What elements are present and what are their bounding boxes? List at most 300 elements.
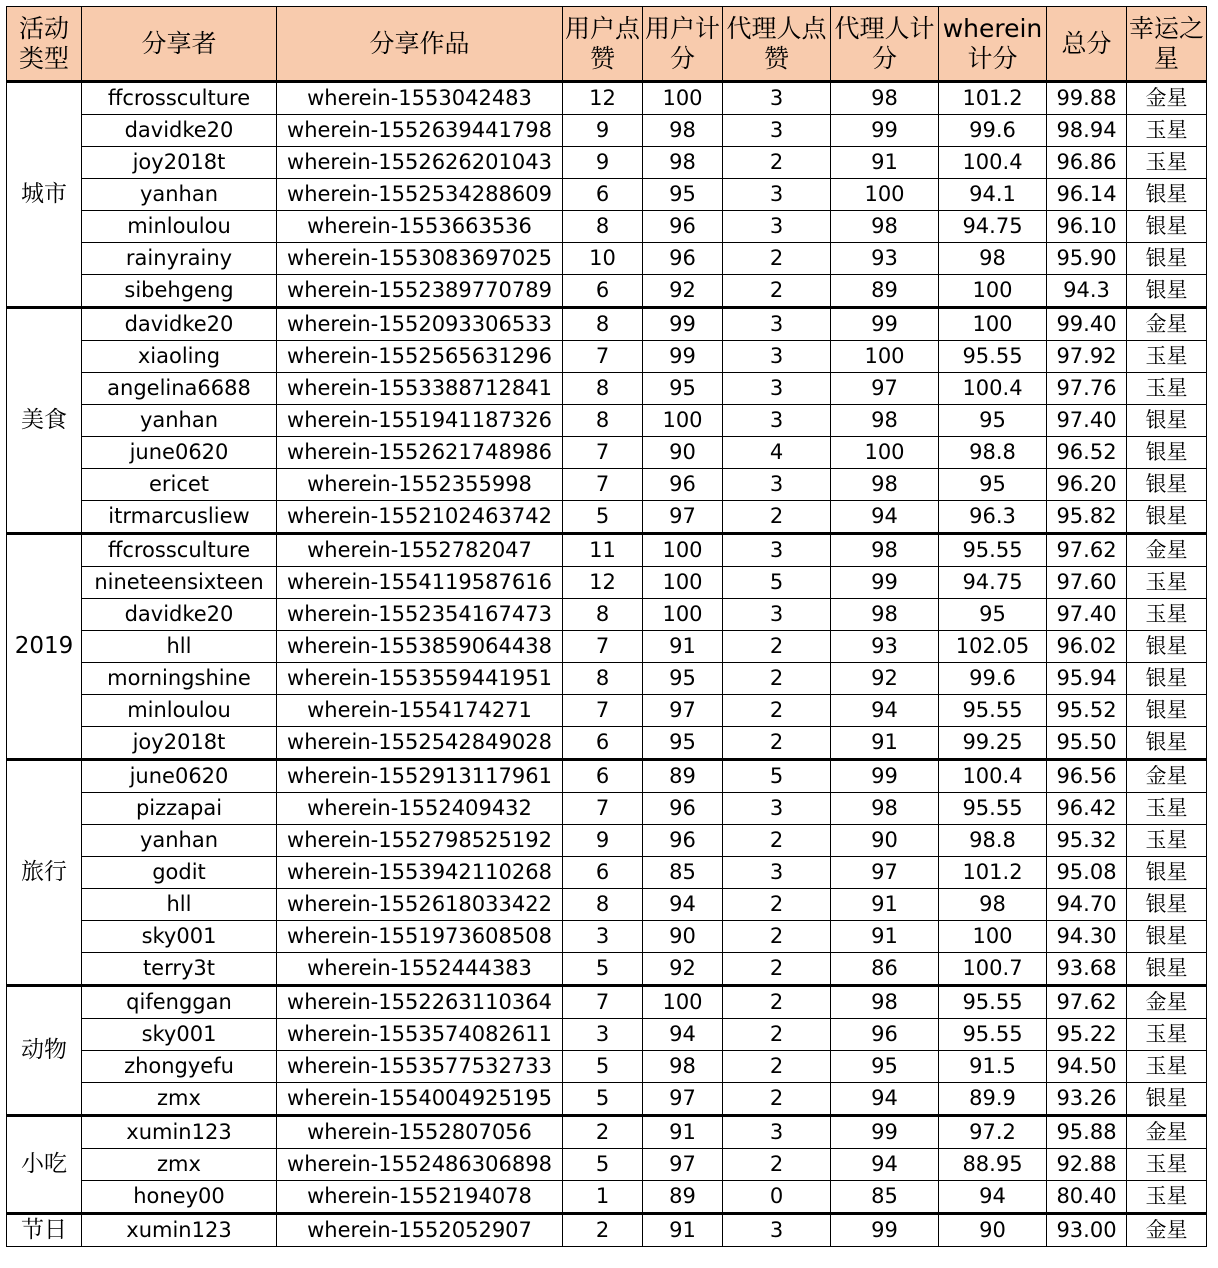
- agent-likes-cell: 3: [723, 179, 831, 211]
- work-cell: wherein-1552355998: [277, 469, 563, 501]
- lucky-star-cell: 玉星: [1127, 1181, 1207, 1214]
- agent-score-cell: 91: [831, 889, 939, 921]
- work-cell: wherein-1552798525192: [277, 825, 563, 857]
- user-likes-cell: 8: [563, 405, 643, 437]
- agent-likes-cell: 3: [723, 308, 831, 341]
- lucky-star-cell: 银星: [1127, 631, 1207, 663]
- agent-likes-cell: 3: [723, 405, 831, 437]
- work-cell: wherein-1552354167473: [277, 599, 563, 631]
- work-cell: wherein-1553559441951: [277, 663, 563, 695]
- lucky-star-cell: 金星: [1127, 1214, 1207, 1247]
- agent-score-cell: 94: [831, 1083, 939, 1116]
- total-cell: 97.60: [1047, 567, 1127, 599]
- wherein-score-cell: 95.55: [939, 1019, 1047, 1051]
- total-cell: 97.40: [1047, 405, 1127, 437]
- sharer-cell: june0620: [82, 760, 277, 793]
- total-cell: 95.52: [1047, 695, 1127, 727]
- user-likes-cell: 7: [563, 631, 643, 663]
- agent-score-cell: 94: [831, 1149, 939, 1181]
- wherein-score-cell: 100: [939, 308, 1047, 341]
- work-cell: wherein-1552052907: [277, 1214, 563, 1247]
- table-row: [7, 663, 1207, 695]
- wherein-score-cell: 91.5: [939, 1051, 1047, 1083]
- agent-score-cell: 100: [831, 437, 939, 469]
- lucky-star-cell: 玉星: [1127, 1051, 1207, 1083]
- agent-likes-cell: 2: [723, 1149, 831, 1181]
- total-cell: 95.94: [1047, 663, 1127, 695]
- user-score-cell: 91: [643, 631, 723, 663]
- lucky-star-cell: 银星: [1127, 179, 1207, 211]
- table-row: [7, 373, 1207, 405]
- agent-score-cell: 94: [831, 695, 939, 727]
- total-cell: 96.02: [1047, 631, 1127, 663]
- wherein-score-cell: 94.1: [939, 179, 1047, 211]
- sharer-cell: xumin123: [82, 1214, 277, 1247]
- table-row: [7, 243, 1207, 275]
- user-likes-cell: 1: [563, 1181, 643, 1214]
- lucky-star-cell: 玉星: [1127, 1149, 1207, 1181]
- wherein-score-cell: 102.05: [939, 631, 1047, 663]
- user-likes-cell: 6: [563, 760, 643, 793]
- agent-likes-cell: 2: [723, 243, 831, 275]
- sharer-cell: joy2018t: [82, 727, 277, 760]
- agent-likes-cell: 2: [723, 1051, 831, 1083]
- agent-likes-cell: 0: [723, 1181, 831, 1214]
- sharer-cell: davidke20: [82, 599, 277, 631]
- total-cell: 95.32: [1047, 825, 1127, 857]
- agent-likes-cell: 5: [723, 760, 831, 793]
- table-row: [7, 501, 1207, 534]
- agent-score-cell: 89: [831, 275, 939, 308]
- user-likes-cell: 7: [563, 695, 643, 727]
- agent-likes-cell: 2: [723, 986, 831, 1019]
- user-score-cell: 100: [643, 986, 723, 1019]
- lucky-star-cell: 玉星: [1127, 825, 1207, 857]
- sharer-cell: zhongyefu: [82, 1051, 277, 1083]
- lucky-star-cell: 金星: [1127, 534, 1207, 567]
- agent-likes-cell: 2: [723, 889, 831, 921]
- total-cell: 98.94: [1047, 115, 1127, 147]
- table-row: [7, 275, 1207, 308]
- work-cell: wherein-1552626201043: [277, 147, 563, 179]
- sharer-cell: qifenggan: [82, 986, 277, 1019]
- sharer-cell: minloulou: [82, 695, 277, 727]
- user-likes-cell: 6: [563, 857, 643, 889]
- lucky-star-cell: 玉星: [1127, 567, 1207, 599]
- user-likes-cell: 8: [563, 663, 643, 695]
- activity-type-cell: 旅行: [7, 760, 82, 986]
- user-score-cell: 96: [643, 211, 723, 243]
- user-likes-cell: 8: [563, 373, 643, 405]
- work-cell: wherein-1553663536: [277, 211, 563, 243]
- lucky-star-cell: 银星: [1127, 211, 1207, 243]
- user-score-cell: 100: [643, 534, 723, 567]
- agent-likes-cell: 2: [723, 1083, 831, 1116]
- user-score-cell: 90: [643, 437, 723, 469]
- agent-likes-cell: 3: [723, 469, 831, 501]
- user-likes-cell: 7: [563, 437, 643, 469]
- table-row: [7, 567, 1207, 599]
- user-score-cell: 89: [643, 760, 723, 793]
- sharer-cell: angelina6688: [82, 373, 277, 405]
- wherein-score-cell: 94: [939, 1181, 1047, 1214]
- total-cell: 99.88: [1047, 82, 1127, 115]
- agent-likes-cell: 2: [723, 695, 831, 727]
- sharer-cell: ffcrossculture: [82, 534, 277, 567]
- user-score-cell: 91: [643, 1214, 723, 1247]
- agent-likes-cell: 2: [723, 663, 831, 695]
- agent-score-cell: 93: [831, 243, 939, 275]
- agent-likes-cell: 3: [723, 115, 831, 147]
- work-cell: wherein-1554119587616: [277, 567, 563, 599]
- wherein-score-cell: 98: [939, 889, 1047, 921]
- wherein-score-cell: 101.2: [939, 82, 1047, 115]
- total-cell: 80.40: [1047, 1181, 1127, 1214]
- table-row: [7, 1214, 1207, 1247]
- table-row: [7, 921, 1207, 953]
- wherein-score-cell: 97.2: [939, 1116, 1047, 1149]
- lucky-star-cell: 银星: [1127, 695, 1207, 727]
- agent-likes-cell: 3: [723, 1214, 831, 1247]
- lucky-star-cell: 银星: [1127, 275, 1207, 308]
- user-score-cell: 100: [643, 82, 723, 115]
- table-row: [7, 534, 1207, 567]
- user-score-cell: 94: [643, 1019, 723, 1051]
- table-row: [7, 115, 1207, 147]
- agent-likes-cell: 2: [723, 147, 831, 179]
- agent-likes-cell: 3: [723, 857, 831, 889]
- user-likes-cell: 6: [563, 179, 643, 211]
- lucky-star-cell: 玉星: [1127, 599, 1207, 631]
- work-cell: wherein-1552486306898: [277, 1149, 563, 1181]
- total-cell: 96.86: [1047, 147, 1127, 179]
- work-cell: wherein-1552093306533: [277, 308, 563, 341]
- user-likes-cell: 9: [563, 147, 643, 179]
- table-row: [7, 1019, 1207, 1051]
- agent-score-cell: 93: [831, 631, 939, 663]
- lucky-star-cell: 银星: [1127, 921, 1207, 953]
- lucky-star-cell: 玉星: [1127, 115, 1207, 147]
- table-row: [7, 1181, 1207, 1214]
- lucky-star-cell: 金星: [1127, 308, 1207, 341]
- wherein-score-cell: 95.55: [939, 534, 1047, 567]
- user-likes-cell: 6: [563, 727, 643, 760]
- work-cell: wherein-1552565631296: [277, 341, 563, 373]
- lucky-star-cell: 银星: [1127, 469, 1207, 501]
- user-likes-cell: 9: [563, 115, 643, 147]
- total-cell: 94.30: [1047, 921, 1127, 953]
- table-row: [7, 179, 1207, 211]
- total-cell: 96.52: [1047, 437, 1127, 469]
- lucky-star-cell: 金星: [1127, 82, 1207, 115]
- table-row: [7, 211, 1207, 243]
- table-row: [7, 469, 1207, 501]
- sharer-cell: hll: [82, 889, 277, 921]
- activity-type-cell: 节日: [7, 1214, 82, 1247]
- sharer-cell: honey00: [82, 1181, 277, 1214]
- user-likes-cell: 7: [563, 341, 643, 373]
- lucky-star-cell: 玉星: [1127, 1019, 1207, 1051]
- table-row: [7, 825, 1207, 857]
- lucky-star-cell: 金星: [1127, 760, 1207, 793]
- agent-score-cell: 85: [831, 1181, 939, 1214]
- agent-likes-cell: 3: [723, 82, 831, 115]
- agent-likes-cell: 2: [723, 921, 831, 953]
- table-row: [7, 760, 1207, 793]
- user-likes-cell: 5: [563, 1051, 643, 1083]
- work-cell: wherein-1552782047: [277, 534, 563, 567]
- lucky-star-cell: 银星: [1127, 243, 1207, 275]
- total-cell: 95.82: [1047, 501, 1127, 534]
- work-cell: wherein-1552194078: [277, 1181, 563, 1214]
- wherein-score-cell: 100.4: [939, 760, 1047, 793]
- sharer-cell: zmx: [82, 1149, 277, 1181]
- agent-likes-cell: 2: [723, 825, 831, 857]
- user-likes-cell: 9: [563, 825, 643, 857]
- lucky-star-cell: 银星: [1127, 889, 1207, 921]
- work-cell: wherein-1552639441798: [277, 115, 563, 147]
- user-score-cell: 100: [643, 405, 723, 437]
- agent-score-cell: 90: [831, 825, 939, 857]
- agent-score-cell: 96: [831, 1019, 939, 1051]
- table-row: [7, 953, 1207, 986]
- user-score-cell: 96: [643, 469, 723, 501]
- wherein-score-cell: 96.3: [939, 501, 1047, 534]
- sharer-cell: nineteensixteen: [82, 567, 277, 599]
- table-row: [7, 857, 1207, 889]
- user-likes-cell: 10: [563, 243, 643, 275]
- agent-likes-cell: 3: [723, 211, 831, 243]
- agent-likes-cell: 3: [723, 599, 831, 631]
- sharer-cell: davidke20: [82, 308, 277, 341]
- user-score-cell: 92: [643, 953, 723, 986]
- total-cell: 96.20: [1047, 469, 1127, 501]
- wherein-score-cell: 95: [939, 469, 1047, 501]
- work-cell: wherein-1554174271: [277, 695, 563, 727]
- sharer-cell: itrmarcusliew: [82, 501, 277, 534]
- sharer-cell: yanhan: [82, 179, 277, 211]
- user-score-cell: 99: [643, 341, 723, 373]
- total-cell: 97.40: [1047, 599, 1127, 631]
- header-activity-type: 活动类型: [7, 7, 82, 82]
- user-score-cell: 96: [643, 825, 723, 857]
- wherein-score-cell: 98.8: [939, 825, 1047, 857]
- activity-type-cell: 城市: [7, 82, 82, 308]
- work-cell: wherein-1551973608508: [277, 921, 563, 953]
- user-score-cell: 85: [643, 857, 723, 889]
- header-agent-score: 代理人计分: [831, 7, 939, 82]
- agent-score-cell: 99: [831, 1116, 939, 1149]
- total-cell: 94.70: [1047, 889, 1127, 921]
- wherein-score-cell: 94.75: [939, 567, 1047, 599]
- user-score-cell: 97: [643, 501, 723, 534]
- user-score-cell: 92: [643, 275, 723, 308]
- user-score-cell: 97: [643, 1149, 723, 1181]
- wherein-score-cell: 95: [939, 599, 1047, 631]
- agent-score-cell: 91: [831, 727, 939, 760]
- agent-score-cell: 91: [831, 921, 939, 953]
- total-cell: 96.42: [1047, 793, 1127, 825]
- user-likes-cell: 5: [563, 1083, 643, 1116]
- user-likes-cell: 8: [563, 889, 643, 921]
- user-score-cell: 95: [643, 373, 723, 405]
- total-cell: 94.3: [1047, 275, 1127, 308]
- work-cell: wherein-1552444383: [277, 953, 563, 986]
- wherein-score-cell: 99.6: [939, 663, 1047, 695]
- work-cell: wherein-1552102463742: [277, 501, 563, 534]
- user-likes-cell: 12: [563, 82, 643, 115]
- agent-score-cell: 98: [831, 82, 939, 115]
- agent-score-cell: 98: [831, 599, 939, 631]
- sharer-cell: sibehgeng: [82, 275, 277, 308]
- work-cell: wherein-1553388712841: [277, 373, 563, 405]
- lucky-star-cell: 玉星: [1127, 793, 1207, 825]
- agent-score-cell: 94: [831, 501, 939, 534]
- total-cell: 94.50: [1047, 1051, 1127, 1083]
- agent-score-cell: 100: [831, 341, 939, 373]
- sharer-cell: sky001: [82, 921, 277, 953]
- table-body: [7, 82, 1207, 1247]
- sharer-cell: minloulou: [82, 211, 277, 243]
- user-score-cell: 98: [643, 1051, 723, 1083]
- wherein-score-cell: 95.55: [939, 793, 1047, 825]
- agent-score-cell: 99: [831, 567, 939, 599]
- user-score-cell: 96: [643, 243, 723, 275]
- table-row: [7, 405, 1207, 437]
- work-cell: wherein-1552389770789: [277, 275, 563, 308]
- total-cell: 97.76: [1047, 373, 1127, 405]
- user-likes-cell: 8: [563, 308, 643, 341]
- user-likes-cell: 3: [563, 921, 643, 953]
- header-agent-likes: 代理人点赞: [723, 7, 831, 82]
- wherein-score-cell: 95: [939, 405, 1047, 437]
- lucky-star-cell: 银星: [1127, 727, 1207, 760]
- header-lucky-star: 幸运之星: [1127, 7, 1207, 82]
- total-cell: 92.88: [1047, 1149, 1127, 1181]
- total-cell: 95.88: [1047, 1116, 1127, 1149]
- total-cell: 97.92: [1047, 341, 1127, 373]
- agent-likes-cell: 2: [723, 631, 831, 663]
- wherein-score-cell: 95.55: [939, 695, 1047, 727]
- table-row: [7, 82, 1207, 115]
- work-cell: wherein-1551941187326: [277, 405, 563, 437]
- work-cell: wherein-1552263110364: [277, 986, 563, 1019]
- total-cell: 99.40: [1047, 308, 1127, 341]
- wherein-score-cell: 99.25: [939, 727, 1047, 760]
- total-cell: 96.56: [1047, 760, 1127, 793]
- agent-score-cell: 98: [831, 211, 939, 243]
- wherein-score-cell: 100.4: [939, 373, 1047, 405]
- total-cell: 96.10: [1047, 211, 1127, 243]
- work-cell: wherein-1553859064438: [277, 631, 563, 663]
- user-score-cell: 94: [643, 889, 723, 921]
- user-likes-cell: 5: [563, 953, 643, 986]
- total-cell: 95.22: [1047, 1019, 1127, 1051]
- wherein-score-cell: 100: [939, 921, 1047, 953]
- agent-likes-cell: 3: [723, 341, 831, 373]
- table-row: [7, 889, 1207, 921]
- user-likes-cell: 12: [563, 567, 643, 599]
- work-cell: wherein-1553042483: [277, 82, 563, 115]
- agent-score-cell: 98: [831, 534, 939, 567]
- sharer-cell: joy2018t: [82, 147, 277, 179]
- sharer-cell: zmx: [82, 1083, 277, 1116]
- activity-type-cell: 美食: [7, 308, 82, 534]
- wherein-score-cell: 101.2: [939, 857, 1047, 889]
- sharer-cell: morningshine: [82, 663, 277, 695]
- user-likes-cell: 5: [563, 1149, 643, 1181]
- agent-score-cell: 98: [831, 405, 939, 437]
- user-score-cell: 89: [643, 1181, 723, 1214]
- total-cell: 95.08: [1047, 857, 1127, 889]
- table-row: [7, 1083, 1207, 1116]
- user-likes-cell: 5: [563, 501, 643, 534]
- wherein-score-cell: 99.6: [939, 115, 1047, 147]
- sharer-cell: rainyrainy: [82, 243, 277, 275]
- sharer-cell: yanhan: [82, 405, 277, 437]
- table-row: [7, 1116, 1207, 1149]
- lucky-star-cell: 银星: [1127, 663, 1207, 695]
- user-score-cell: 90: [643, 921, 723, 953]
- user-likes-cell: 3: [563, 1019, 643, 1051]
- work-cell: wherein-1552807056: [277, 1116, 563, 1149]
- wherein-score-cell: 95.55: [939, 341, 1047, 373]
- lucky-star-cell: 银星: [1127, 953, 1207, 986]
- table-row: [7, 793, 1207, 825]
- table-row: [7, 631, 1207, 663]
- table-row: [7, 147, 1207, 179]
- user-score-cell: 98: [643, 115, 723, 147]
- work-cell: wherein-1552409432: [277, 793, 563, 825]
- sharer-cell: hll: [82, 631, 277, 663]
- header-user-score: 用户计分: [643, 7, 723, 82]
- total-cell: 97.62: [1047, 986, 1127, 1019]
- wherein-score-cell: 89.9: [939, 1083, 1047, 1116]
- user-score-cell: 97: [643, 1083, 723, 1116]
- work-cell: wherein-1552621748986: [277, 437, 563, 469]
- table-row: [7, 599, 1207, 631]
- total-cell: 95.90: [1047, 243, 1127, 275]
- user-score-cell: 91: [643, 1116, 723, 1149]
- user-score-cell: 95: [643, 179, 723, 211]
- agent-score-cell: 99: [831, 115, 939, 147]
- sharer-cell: sky001: [82, 1019, 277, 1051]
- agent-score-cell: 98: [831, 793, 939, 825]
- agent-likes-cell: 2: [723, 727, 831, 760]
- wherein-score-cell: 100.7: [939, 953, 1047, 986]
- user-likes-cell: 8: [563, 211, 643, 243]
- agent-score-cell: 100: [831, 179, 939, 211]
- user-score-cell: 97: [643, 695, 723, 727]
- work-cell: wherein-1553577532733: [277, 1051, 563, 1083]
- lucky-star-cell: 银星: [1127, 857, 1207, 889]
- user-score-cell: 95: [643, 727, 723, 760]
- total-cell: 93.68: [1047, 953, 1127, 986]
- table-row: [7, 437, 1207, 469]
- agent-likes-cell: 2: [723, 275, 831, 308]
- sharer-cell: xumin123: [82, 1116, 277, 1149]
- table-row: [7, 1149, 1207, 1181]
- work-cell: wherein-1554004925195: [277, 1083, 563, 1116]
- agent-likes-cell: 2: [723, 953, 831, 986]
- lucky-star-cell: 银星: [1127, 1083, 1207, 1116]
- user-likes-cell: 7: [563, 469, 643, 501]
- user-likes-cell: 7: [563, 793, 643, 825]
- work-cell: wherein-1552618033422: [277, 889, 563, 921]
- header-total: 总分: [1047, 7, 1127, 82]
- activity-type-cell: 2019: [7, 534, 82, 760]
- activity-type-cell: 动物: [7, 986, 82, 1116]
